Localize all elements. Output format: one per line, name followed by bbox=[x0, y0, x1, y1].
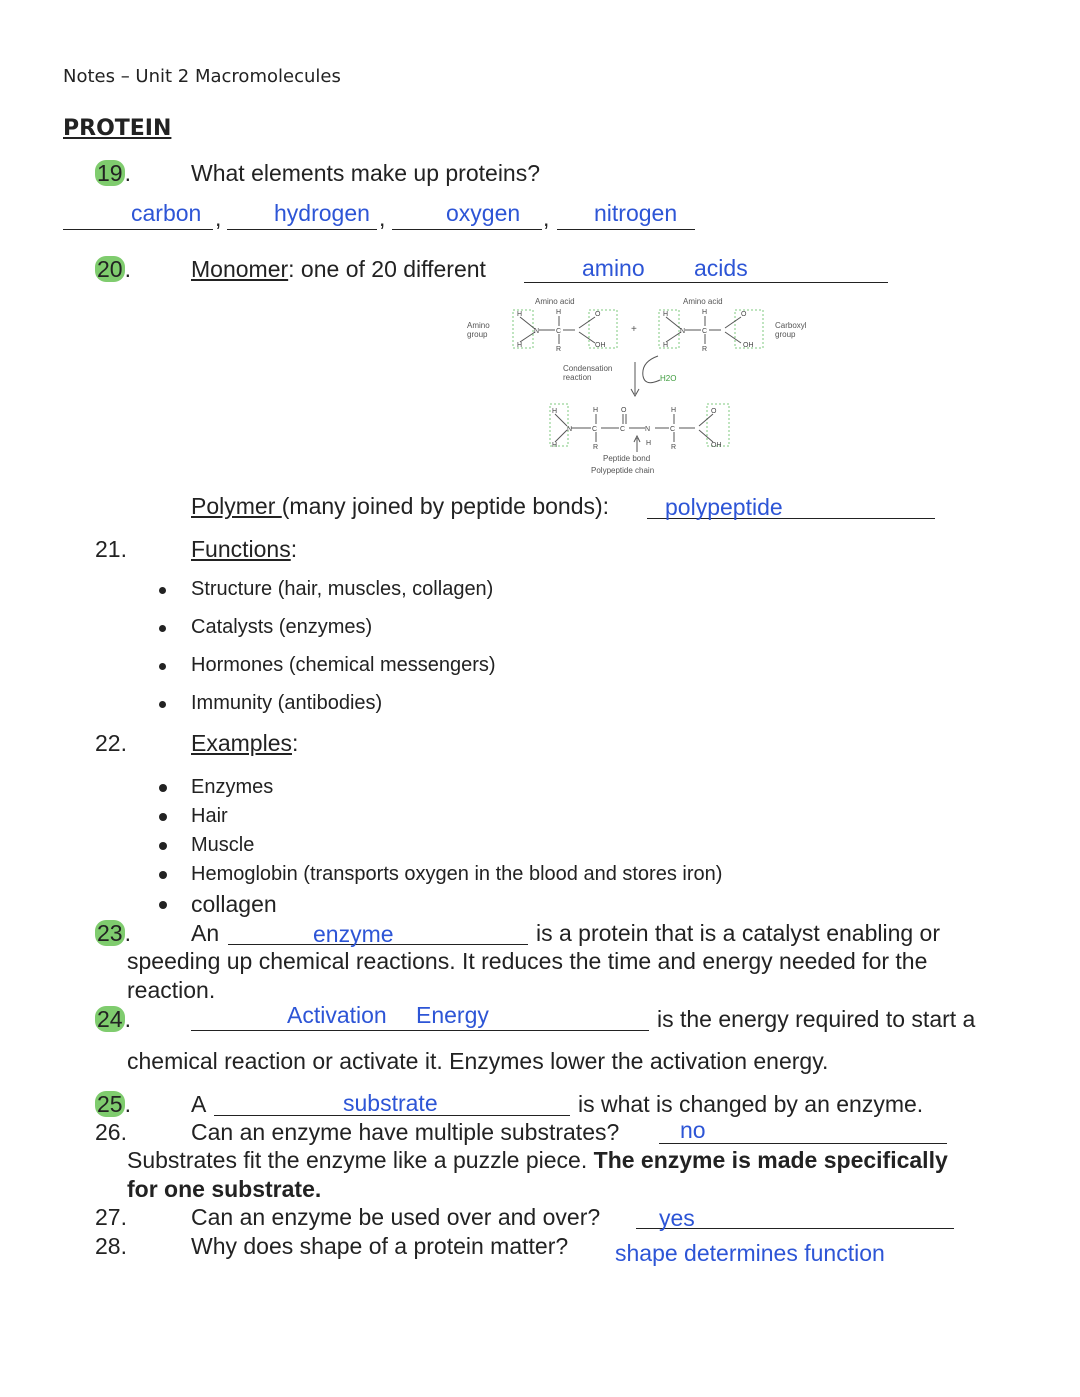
function-item: Immunity (antibodies) bbox=[191, 692, 383, 714]
bullet bbox=[159, 784, 167, 792]
page-header: Notes – Unit 2 Macromolecules bbox=[63, 66, 341, 87]
amino-group-label-2: group bbox=[467, 330, 488, 339]
svg-text:R: R bbox=[702, 346, 708, 353]
q22-number: 22. bbox=[95, 730, 127, 756]
q23-number: 23. bbox=[97, 920, 131, 946]
monomer-label: Monomer bbox=[191, 256, 289, 282]
function-item: Catalysts (enzymes) bbox=[191, 616, 373, 638]
answer-acids: acids bbox=[694, 255, 748, 281]
examples-heading: Examples: bbox=[191, 730, 299, 756]
example-item: Muscle bbox=[191, 834, 255, 856]
q25-number: 25. bbox=[97, 1091, 131, 1117]
amino-acid-label-2: Amino acid bbox=[683, 297, 723, 306]
bullet bbox=[159, 701, 166, 708]
answer-line bbox=[524, 282, 888, 283]
svg-text:O: O bbox=[711, 408, 717, 415]
svg-text:H: H bbox=[556, 309, 562, 316]
svg-text:R: R bbox=[556, 346, 562, 353]
example-item: collagen bbox=[191, 891, 277, 917]
amino-acid-label-1: Amino acid bbox=[535, 297, 575, 306]
answer-shape: shape determines function bbox=[615, 1240, 885, 1266]
svg-text:H: H bbox=[517, 342, 523, 349]
svg-text:O: O bbox=[741, 311, 747, 318]
answer-line bbox=[191, 1030, 649, 1031]
q24-line2: chemical reaction or activate it. Enzymes lower the activation energy. bbox=[127, 1048, 829, 1074]
q23-post: is a protein that is a catalyst enabling or bbox=[536, 920, 941, 946]
plus-sign: + bbox=[631, 324, 637, 335]
svg-text:H: H bbox=[593, 407, 599, 414]
amino-group-box bbox=[513, 310, 533, 348]
q21-number: 21. bbox=[95, 536, 127, 562]
q26-line3: for one substrate. bbox=[127, 1176, 322, 1202]
function-item: Hormones (chemical messengers) bbox=[191, 654, 496, 676]
q28-question: Why does shape of a protein matter? bbox=[191, 1233, 569, 1259]
svg-text:N: N bbox=[680, 328, 686, 335]
condensation-label: Condensation bbox=[563, 364, 613, 373]
svg-text:C: C bbox=[556, 328, 562, 335]
bullet bbox=[159, 871, 167, 879]
svg-text:H: H bbox=[663, 311, 669, 318]
answer-energy: Energy bbox=[416, 1002, 489, 1028]
bullet bbox=[159, 901, 167, 909]
amino-group-box-2 bbox=[659, 310, 679, 348]
svg-text:H: H bbox=[517, 311, 523, 318]
q25-post: is what is changed by an enzyme. bbox=[578, 1091, 924, 1117]
answer-nitrogen: nitrogen bbox=[594, 200, 678, 226]
q26-question: Can an enzyme have multiple substrates? bbox=[191, 1119, 620, 1145]
section-title: PROTEIN bbox=[63, 116, 172, 141]
example-item: Enzymes bbox=[191, 776, 274, 798]
svg-text:OH: OH bbox=[743, 342, 754, 349]
svg-text:OH: OH bbox=[595, 342, 606, 349]
example-item: Hair bbox=[191, 805, 228, 827]
svg-text:O: O bbox=[621, 407, 627, 414]
q25-pre: A bbox=[191, 1091, 207, 1117]
comma: , bbox=[379, 205, 386, 231]
bullet bbox=[159, 625, 166, 632]
carboxyl-group-label-2: group bbox=[775, 330, 796, 339]
polypeptide-chain-label: Polypeptide chain bbox=[591, 466, 655, 475]
answer-polypeptide: polypeptide bbox=[665, 494, 783, 520]
svg-text:H: H bbox=[552, 408, 558, 415]
svg-text:R: R bbox=[671, 444, 677, 451]
answer-yes: yes bbox=[659, 1205, 695, 1231]
bullet bbox=[159, 663, 166, 670]
comma: , bbox=[215, 205, 222, 231]
answer-activation: Activation bbox=[287, 1002, 387, 1028]
svg-text:C: C bbox=[670, 426, 676, 433]
q24-number: 24. bbox=[97, 1006, 131, 1032]
svg-text:N: N bbox=[567, 426, 573, 433]
q20-number: 20. bbox=[97, 256, 131, 282]
q23-pre: An bbox=[191, 920, 220, 946]
q19-question: What elements make up proteins? bbox=[191, 160, 541, 186]
svg-text:H: H bbox=[663, 342, 669, 349]
q20-text: Monomer: one of 20 different bbox=[191, 256, 486, 282]
svg-text:OH: OH bbox=[711, 442, 722, 449]
svg-text:N: N bbox=[645, 426, 651, 433]
peptide-bond-label: Peptide bond bbox=[603, 454, 651, 463]
polymer-label: Polymer bbox=[191, 493, 282, 519]
answer-enzyme: enzyme bbox=[313, 921, 394, 947]
polymer-text: Polymer (many joined by peptide bonds): bbox=[191, 493, 610, 519]
comma: , bbox=[543, 205, 550, 231]
q26-line2: Substrates fit the enzyme like a puzzle piece. The enzyme is made specifically bbox=[127, 1147, 948, 1173]
answer-line bbox=[392, 229, 542, 230]
q28-number: 28. bbox=[95, 1233, 127, 1259]
svg-text:H: H bbox=[552, 442, 558, 449]
svg-text:C: C bbox=[702, 328, 708, 335]
q26-number: 26. bbox=[95, 1119, 127, 1145]
bullet bbox=[159, 813, 167, 821]
answer-amino: amino bbox=[582, 255, 645, 281]
reaction-label: reaction bbox=[563, 373, 592, 382]
q19-number: 19. bbox=[97, 160, 131, 186]
q27-question: Can an enzyme be used over and over? bbox=[191, 1204, 601, 1230]
water-label: H2O bbox=[660, 374, 677, 383]
svg-text:O: O bbox=[595, 311, 601, 318]
answer-line bbox=[557, 229, 695, 230]
amino-group-label: Amino bbox=[467, 321, 490, 330]
q27-number: 27. bbox=[95, 1204, 127, 1230]
q23-line3: reaction. bbox=[127, 977, 216, 1003]
svg-text:N: N bbox=[534, 328, 540, 335]
peptide-bond-diagram bbox=[455, 292, 815, 482]
q23-line2: speeding up chemical reactions. It reduces the time and energy needed for the bbox=[127, 948, 928, 974]
answer-hydrogen: hydrogen bbox=[274, 200, 370, 226]
bullet bbox=[159, 587, 166, 594]
bullet bbox=[159, 842, 167, 850]
answer-substrate: substrate bbox=[343, 1090, 438, 1116]
svg-text:H: H bbox=[702, 309, 708, 316]
svg-text:H: H bbox=[646, 440, 652, 447]
answer-line bbox=[63, 229, 213, 230]
svg-text:H: H bbox=[671, 407, 677, 414]
svg-text:R: R bbox=[593, 444, 599, 451]
svg-text:C: C bbox=[592, 426, 598, 433]
example-item: Hemoglobin (transports oxygen in the blood and stores iron) bbox=[191, 863, 723, 885]
carboxyl-group-label: Carboxyl bbox=[775, 321, 807, 330]
functions-heading: Functions: bbox=[191, 536, 298, 562]
function-item: Structure (hair, muscles, collagen) bbox=[191, 578, 494, 600]
answer-line bbox=[227, 229, 377, 230]
answer-carbon: carbon bbox=[131, 200, 202, 226]
svg-text:C: C bbox=[620, 426, 626, 433]
answer-oxygen: oxygen bbox=[446, 200, 521, 226]
answer-no: no bbox=[680, 1117, 706, 1143]
q24-post: is the energy required to start a bbox=[657, 1006, 976, 1032]
